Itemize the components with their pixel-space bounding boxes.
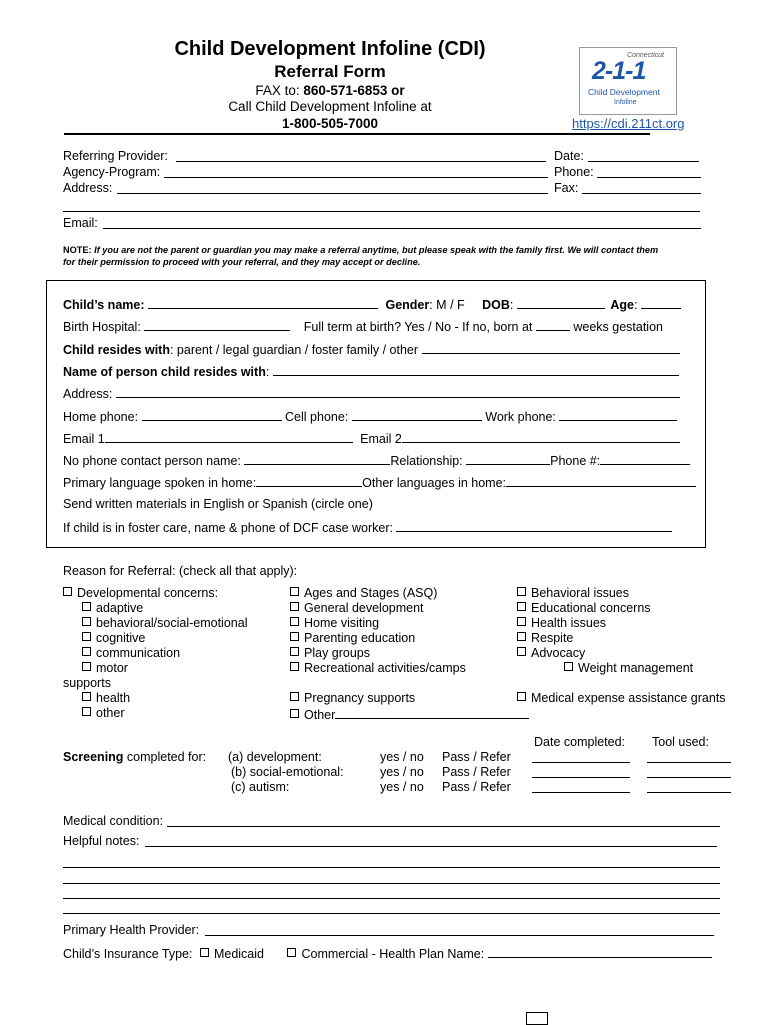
reason-health[interactable] [63,691,247,706]
checkbox-icon[interactable] [290,602,299,611]
screening-autism: (c) autism: [231,780,290,794]
reason-health-issues-label: Health issues [531,616,607,630]
checkbox-icon[interactable] [82,647,91,656]
tool-field-a[interactable] [647,762,731,763]
helpful-notes-label: Helpful notes: [63,834,140,848]
logo-number: 2-1-1 [592,57,646,85]
home-phone-label: Home phone: [63,410,139,424]
checkbox-icon[interactable] [82,707,91,716]
phone-num-field[interactable] [600,452,690,465]
primary-lang-field[interactable] [256,474,362,487]
reason-other[interactable] [290,706,529,723]
reason-col3 [517,586,726,706]
child-name-row [63,296,681,312]
logo-line1: Child Development [588,87,660,97]
reason-home-visiting[interactable] [290,616,529,631]
emails-row [63,430,680,446]
home-phone-field[interactable] [142,408,282,421]
relationship-field[interactable] [466,452,550,465]
checkbox-icon[interactable] [290,587,299,596]
resides-options[interactable]: : parent / legal guardian / foster family / other [169,343,419,357]
checkbox-icon[interactable] [82,692,91,701]
reason-behavioral-issues-label: Behavioral issues [531,586,629,600]
reason-pregnancy-label: Pregnancy supports [304,691,416,705]
screening-rest: completed for: [123,750,207,764]
foster-field[interactable] [396,519,672,532]
health-plan-field[interactable] [488,945,712,958]
checkbox-icon[interactable] [517,617,526,626]
reason-health-label: health [96,691,131,705]
date-completed-header: Date completed: [534,735,626,749]
weeks-field[interactable] [536,318,570,331]
reason-pregnancy[interactable] [290,691,529,706]
referring-provider-field[interactable] [176,161,546,162]
email-label: Email: [63,216,98,230]
resides-label: Child resides with [63,343,170,357]
reason-medical-expense[interactable] [517,691,726,706]
child-address-field[interactable] [116,385,680,398]
tool-used-header: Tool used: [652,735,709,749]
checkbox-icon[interactable] [287,948,296,957]
other-lang-field[interactable] [506,474,696,487]
checkbox-icon[interactable] [290,709,299,718]
form-subtitle: Referral Form [274,62,386,81]
pass-refer-b[interactable]: Pass / Refer [442,765,511,779]
reason-motor[interactable] [63,661,247,676]
reason-behavioral-social[interactable] [63,616,247,631]
checkbox-icon[interactable] [290,632,299,641]
reason-general-dev[interactable] [290,601,529,616]
yes-no-b[interactable]: yes / no [380,765,424,779]
date-field-c[interactable] [532,792,630,793]
reason-educational-label: Educational concerns [531,601,651,615]
email-field[interactable] [103,228,701,229]
checkbox-icon[interactable] [290,617,299,626]
reason-home-visiting-label: Home visiting [304,616,380,630]
screening-development: (a) development: [228,750,322,764]
email1-label: Email 1 [63,432,105,446]
yes-no-a[interactable]: yes / no [380,750,424,764]
reason-col2 [290,586,529,723]
no-phone-row [63,452,690,468]
agency-program-field[interactable] [164,177,548,178]
referring-provider-label: Referring Provider: [63,149,168,163]
commercial-label: Commercial - Health Plan Name: [301,947,485,961]
person-label: Name of person child resides with [63,365,266,379]
phone-label: Phone: [554,165,594,179]
reason-other-field[interactable] [335,706,529,719]
provider-address-field[interactable] [117,193,548,194]
cdi-211-logo [579,47,677,115]
notes-line-5[interactable] [63,913,720,914]
reason-health-issues[interactable] [517,616,726,631]
reason-play-groups[interactable] [290,646,529,661]
reason-communication-label: communication [96,646,181,660]
fax-line [0,83,660,98]
age-label: Age [610,298,634,312]
foster-label: If child is in foster care, name & phone of DCF case worker: [63,521,393,535]
reason-advocacy[interactable] [517,646,726,661]
helpful-notes-field[interactable] [145,846,717,847]
cell-phone-label: Cell phone: [285,410,349,424]
reason-general-dev-label: General development [304,601,424,615]
birth-hospital-label: Birth Hospital: [63,320,141,334]
reason-supports-label: supports [63,676,111,690]
reason-asq[interactable] [290,586,529,601]
reason-weight-label: Weight management [578,661,694,675]
screening-social: (b) social-emotional: [231,765,344,779]
checkbox-icon[interactable] [517,647,526,656]
checkbox-icon[interactable] [82,632,91,641]
reason-weight[interactable] [517,661,726,676]
primary-health-label: Primary Health Provider: [63,923,200,937]
checkbox-icon[interactable] [517,602,526,611]
reason-adaptive[interactable] [63,601,247,616]
cell-phone-field[interactable] [352,408,482,421]
reason-respite-label: Respite [531,631,574,645]
note-text2: for their permission to proceed with your referral, and they may accept or decline. [63,257,421,267]
checkbox-icon[interactable] [290,647,299,656]
fax-field[interactable] [582,193,701,194]
checkbox-icon[interactable] [290,692,299,701]
date-field-a[interactable] [532,762,630,763]
primary-lang-label: Primary language spoken in home: [63,476,257,490]
infoline-phone: 1-800-505-7000 [281,116,379,131]
reason-advocacy-label: Advocacy [531,646,586,660]
reason-other-dev-label: other [96,706,125,720]
reason-parenting[interactable] [290,631,529,646]
age-colon: : [634,298,638,312]
reason-play-groups-label: Play groups [304,646,371,660]
primary-health-field[interactable] [205,935,714,936]
date-label: Date: [554,149,584,163]
fax-prefix: FAX to: [255,83,304,98]
reason-behavioral-issues[interactable] [517,586,726,601]
provider-address-label: Address: [63,181,113,195]
phones-row [63,408,677,424]
reason-parenting-label: Parenting education [304,631,416,645]
reason-developmental-label: Developmental concerns: [77,586,219,600]
logo-line2: Infoline [614,99,637,106]
notes-line-2[interactable] [63,867,720,868]
person-colon: : [265,365,270,379]
notes-line-4[interactable] [63,898,720,899]
email1-field[interactable] [105,430,353,443]
reason-recreational[interactable] [290,661,529,676]
pass-refer-a[interactable]: Pass / Refer [442,750,511,764]
screening-yes-no[interactable] [380,750,424,795]
reason-title: Reason for Referral: (check all that apply): [63,564,298,578]
medical-condition-field[interactable] [167,826,720,827]
screening-label [63,750,206,764]
reason-recreational-label: Recreational activities/camps [304,661,466,675]
dob-colon: : [509,298,514,312]
birth-row [63,318,663,334]
dob-label: DOB [482,298,510,312]
call-text: Call Child Development Infoline at [228,99,432,114]
yes-no-c[interactable]: yes / no [380,780,424,794]
note [63,244,658,268]
note-label: NOTE: [63,245,92,255]
gender-options[interactable]: : M / F [429,298,465,312]
checkbox-icon[interactable] [517,632,526,641]
agency-program-label: Agency-Program: [63,165,161,179]
reason-behavioral-social-label: behavioral/social-emotional [96,616,248,630]
no-phone-label: No phone contact person name: [63,454,241,468]
tool-field-c[interactable] [647,792,731,793]
reason-other-label: Other [304,708,336,722]
child-address-row [63,385,680,401]
reason-cognitive-label: cognitive [96,631,146,645]
full-term-question: Full term at birth? Yes / No - If no, born at [303,320,533,334]
pass-refer-c[interactable]: Pass / Refer [442,780,511,794]
note-text1: If you are not the parent or guardian you may make a referral anytime, but please speak with the family first. We will contact them [91,245,659,255]
reason-other-dev[interactable] [63,706,247,721]
reason-educational[interactable] [517,601,726,616]
screening-items [228,750,344,795]
checkbox-icon[interactable] [82,662,91,671]
email2-field[interactable] [402,430,680,443]
foster-row [63,519,672,535]
insurance-label: Child’s Insurance Type: [63,947,193,961]
page-box [526,1012,548,1025]
notes-line-3[interactable] [63,883,720,884]
website-link[interactable]: https://cdi.211ct.org [572,116,685,131]
checkbox-icon[interactable] [517,587,526,596]
logo-state: Connecticut [627,52,664,59]
other-lang-label: Other languages in home: [362,476,507,490]
reason-communication[interactable] [63,646,247,661]
phone-num-label: Phone #: [550,454,601,468]
phone-field[interactable] [597,177,701,178]
work-phone-label: Work phone: [485,410,556,424]
reason-developmental[interactable] [63,586,247,601]
person-row [63,363,679,379]
fax-number: 860-571-6853 or [303,83,405,98]
reason-cognitive[interactable] [63,631,247,646]
tool-field-b[interactable] [647,777,731,778]
written-materials[interactable]: Send written materials in English or Spanish (circle one) [63,497,373,511]
reason-respite[interactable] [517,631,726,646]
written-row [63,497,373,511]
checkbox-icon[interactable] [290,662,299,671]
checkbox-icon[interactable] [82,602,91,611]
work-phone-field[interactable] [559,408,677,421]
screening-bold: Screening [63,750,124,764]
date-field-b[interactable] [532,777,630,778]
resides-row [63,341,680,357]
form-title: Child Development Infoline (CDI) [174,38,486,60]
checkbox-icon[interactable] [517,692,526,701]
child-address-label: Address: [63,387,113,401]
weeks-gestation-label: weeks gestation [573,320,663,334]
checkbox-icon[interactable] [63,587,72,596]
date-field[interactable] [588,161,699,162]
child-name-label: Child’s name: [63,298,145,312]
reason-medical-expense-label: Medical expense assistance grants [531,691,726,705]
email2-label: Email 2 [360,432,402,446]
fax-label: Fax: [554,181,579,195]
gender-label: Gender [385,298,430,312]
age-field[interactable] [641,296,681,309]
resides-other-field[interactable] [422,341,680,354]
medicaid-label: Medicaid [213,947,264,961]
screening-pass-refer[interactable] [442,750,511,795]
child-name-field[interactable] [148,296,378,309]
birth-hospital-field[interactable] [144,318,290,331]
relationship-label: Relationship: [390,454,463,468]
reason-adaptive-label: adaptive [96,601,144,615]
reason-motor-label: motor [96,661,128,675]
checkbox-icon[interactable] [82,617,91,626]
insurance-row [63,945,712,961]
reason-asq-label: Ages and Stages (ASQ) [304,586,438,600]
provider-address-line2[interactable] [63,211,700,212]
medical-condition-label: Medical condition: [63,814,164,828]
no-phone-field[interactable] [244,452,390,465]
dob-field[interactable] [517,296,605,309]
reason-col1 [63,586,247,721]
checkbox-icon[interactable] [564,662,573,671]
language-row [63,474,696,490]
checkbox-icon[interactable] [200,948,209,957]
person-field[interactable] [273,363,679,376]
header-rule [64,133,650,135]
